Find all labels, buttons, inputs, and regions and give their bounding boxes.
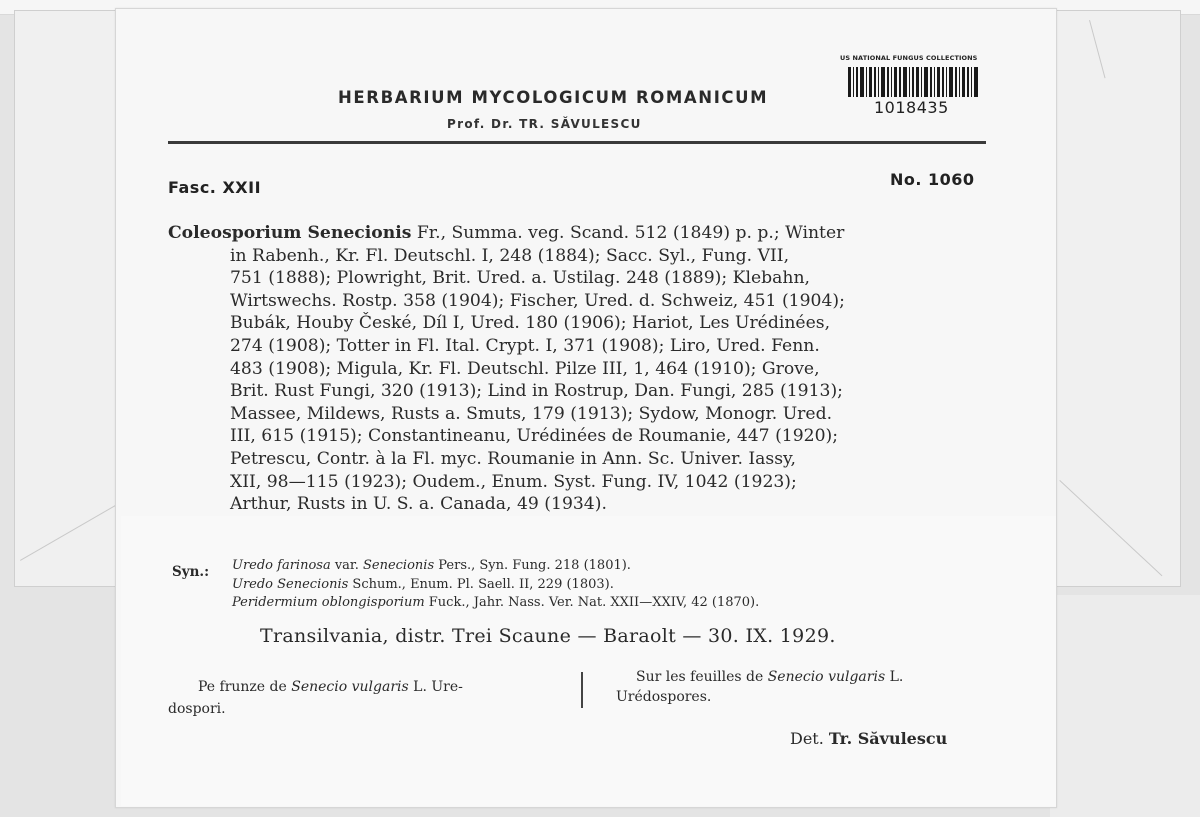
synonym-epithet: Senecionis xyxy=(362,558,435,573)
host-french-line: Urédospores. xyxy=(616,689,712,705)
synonym-text: var. xyxy=(330,558,363,573)
synonym-name: Peridermium oblongisporium xyxy=(232,595,425,610)
barcode-caption: US NATIONAL FUNGUS COLLECTIONS xyxy=(840,54,978,62)
host-french xyxy=(616,667,996,707)
bibliography-line: in Rabenh., Kr. Fl. Deutschl. I, 248 (1884); Sacc. Syl., Fung. VII, xyxy=(230,245,790,266)
host-species: Senecio vulgaris xyxy=(767,669,886,685)
bibliography-line: 483 (1908); Migula, Kr. Fl. Deutschl. Pilze III, 1, 464 (1910); Grove, xyxy=(230,358,820,379)
bibliography-line: Brit. Rust Fungi, 320 (1913); Lind in Rostrup, Dan. Fungi, 285 (1913); xyxy=(230,381,843,402)
synonym-citation: Schum., Enum. Pl. Saell. II, 229 (1803). xyxy=(348,576,614,592)
bibliography-text: Fr., Summa. veg. Scand. 512 (1849) p. p.; Winter xyxy=(411,223,845,243)
bibliography-line: Massee, Mildews, Rusts a. Smuts, 179 (1913); Sydow, Monogr. Ured. xyxy=(230,403,833,424)
host-romanian-line: dospori. xyxy=(168,701,226,717)
synonym-name: Uredo Senecionis xyxy=(232,576,349,592)
header-rule xyxy=(168,141,986,144)
host-romanian-line xyxy=(198,676,558,698)
bibliography-line: Bubák, Houby České, Díl I, Ured. 180 (1906); Hariot, Les Urédinées, xyxy=(230,313,831,334)
host-romanian xyxy=(168,676,558,720)
herbarium-title: HERBARIUM MYCOLOGICUM ROMANICUM xyxy=(338,88,769,107)
host-text: Pe frunze de xyxy=(198,679,292,695)
host-french-line xyxy=(636,667,996,687)
bibliography-block xyxy=(168,222,988,516)
host-text: L. Ure- xyxy=(408,679,463,695)
bibliography-line: Wirtswechs. Rostp. 358 (1904); Fischer, Ured. d. Schweiz, 451 (1904); xyxy=(230,290,845,311)
bibliography-line: XII, 98—115 (1923); Oudem., Enum. Syst. Fung. IV, 1042 (1923); xyxy=(230,471,797,492)
host-text: L. xyxy=(885,669,904,685)
bibliography-line xyxy=(168,222,988,245)
locality-line: Transilvania, distr. Trei Scaune — Baraolt — 30. IX. 1929. xyxy=(260,625,836,647)
synonym-citation: Pers., Syn. Fung. 218 (1801). xyxy=(434,558,631,573)
synonym-citation: Fuck., Jahr. Nass. Ver. Nat. XXII—XXIV, 42 (1870). xyxy=(424,595,760,610)
exsiccata-number: No. 1060 xyxy=(890,170,975,189)
synonym-name: Uredo farinosa xyxy=(232,558,331,573)
species-name: Coleosporium Senecionis xyxy=(168,223,412,243)
determiner-line xyxy=(790,729,947,748)
synonym-item xyxy=(232,594,992,613)
synonyms-label: Syn.: xyxy=(172,564,210,580)
synonym-item xyxy=(232,557,992,576)
determiner-name: Tr. Săvulescu xyxy=(828,729,948,748)
bibliography-line: Arthur, Rusts in U. S. a. Canada, 49 (1934). xyxy=(230,494,607,515)
fascicle-label: Fasc. XXII xyxy=(168,178,262,197)
bibliography-line: III, 615 (1915); Constantineanu, Urédinées de Roumanie, 447 (1920); xyxy=(230,426,839,447)
background-surface xyxy=(1050,595,1200,817)
determiner-prefix: Det. xyxy=(790,729,829,748)
bibliography-line: Petrescu, Contr. à la Fl. myc. Roumanie in Ann. Sc. Univer. Iassy, xyxy=(230,448,796,469)
synonyms-list xyxy=(232,557,992,613)
host-species: Senecio vulgaris xyxy=(291,679,409,695)
bibliography-line: 751 (1888); Plowright, Brit. Ured. a. Ustilag. 248 (1889); Klebahn, xyxy=(230,268,810,289)
host-text: Sur les feuilles de xyxy=(636,669,768,685)
barcode-label xyxy=(840,54,985,116)
bibliography-line: 274 (1908); Totter in Fl. Ital. Crypt. I, 371 (1908); Liro, Ured. Fenn. xyxy=(230,335,820,356)
synonym-item xyxy=(232,576,992,595)
herbarium-curator: Prof. Dr. TR. SĂVULESCU xyxy=(447,117,642,131)
catalog-number: 1018435 xyxy=(874,98,949,117)
barcode-icon xyxy=(848,67,978,97)
host-divider xyxy=(581,672,583,708)
